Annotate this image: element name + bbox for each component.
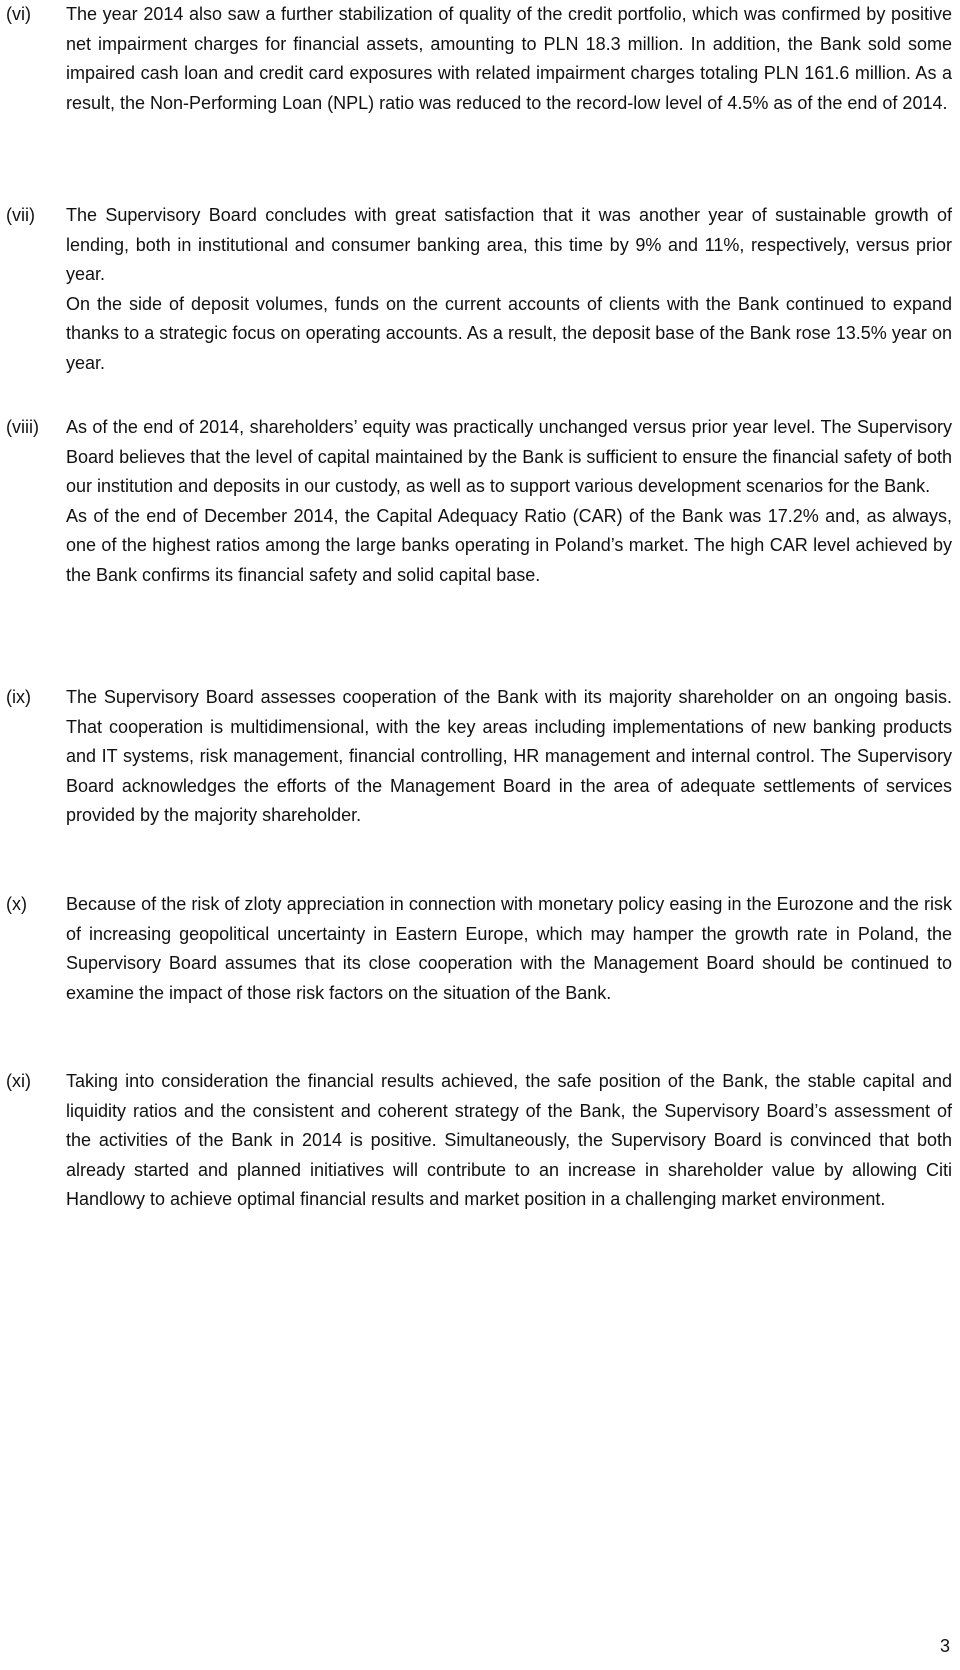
paragraph: Because of the risk of zloty appreciation in connection with monetary policy easing in the Eurozone and the risk of increasing geopolitical uncertainty in Eastern Europe, which may hamper the growth rate in Poland, the Supervisory Board assumes that its close cooperation with the Management Board should be continued to examine the impact of those risk factors on the situation of the Bank. xyxy=(66,894,952,1003)
paragraph: As of the end of 2014, shareholders’ equity was practically unchanged versus prior year level. The Supervisory Board believes that the level of capital maintained by the Bank is sufficient to ensure the financial safety of both our institution and deposits in our custody, as well as to support various development scenarios for the Bank. xyxy=(66,417,952,496)
paragraph: The year 2014 also saw a further stabilization of quality of the credit portfolio, which was confirmed by positive net impairment charges for financial assets, amounting to PLN 18.3 million. In addition, the Bank sold some impaired cash loan and credit card exposures with related impairment charges totaling PLN 161.6 million. As a result, the Non-Performing Loan (NPL) ratio was reduced to the record-low level of 4.5% as of the end of 2014. xyxy=(66,4,952,113)
page-number: 3 xyxy=(939,1636,950,1656)
item-text xyxy=(66,1067,952,1215)
paragraph: Taking into consideration the financial results achieved, the safe position of the Bank, the stable capital and liquidity ratios and the consistent and coherent strategy of the Bank, the Supervisory Board’s assessment of the activities of the Bank in 2014 is positive. Simultaneously, the Supervisory Board is convinced that both already started and planned initiatives will contribute to an increase in shareholder value by allowing Citi Handlowy to achieve optimal financial results and market position in a challenging market environment. xyxy=(66,1071,952,1209)
item-text xyxy=(66,683,952,831)
item-marker: (vi) xyxy=(6,4,31,24)
item-marker: (x) xyxy=(6,894,27,914)
paragraph: The Supervisory Board concludes with great satisfaction that it was another year of sustainable growth of lending, both in institutional and consumer banking area, this time by 9% and 11%, respectively, versus prior year. xyxy=(66,205,952,284)
paragraph: As of the end of December 2014, the Capital Adequacy Ratio (CAR) of the Bank was 17.2% and, as always, one of the highest ratios among the large banks operating in Poland’s market. The high CAR level achieved by the Bank confirms its financial safety and solid capital base. xyxy=(66,505,952,585)
item-text xyxy=(66,413,952,590)
item-marker: (xi) xyxy=(6,1071,31,1091)
paragraph: On the side of deposit volumes, funds on the current accounts of clients with the Bank continued to expand thanks to a strategic focus on operating accounts. As a result, the deposit base of the Bank rose 13.5% year on year. xyxy=(66,293,952,373)
item-text xyxy=(66,890,952,1008)
item-marker: (viii) xyxy=(6,417,39,437)
item-marker: (vii) xyxy=(6,205,35,225)
item-marker: (ix) xyxy=(6,687,31,707)
item-text xyxy=(66,0,952,118)
paragraph: The Supervisory Board assesses cooperation of the Bank with its majority shareholder on an ongoing basis. That cooperation is multidimensional, with the key areas including implementations of new banking products and IT systems, risk management, financial controlling, HR management and internal control. The Supervisory Board acknowledges the efforts of the Management Board in the area of adequate settlements of services provided by the majority shareholder. xyxy=(66,687,952,825)
item-text xyxy=(66,201,952,378)
